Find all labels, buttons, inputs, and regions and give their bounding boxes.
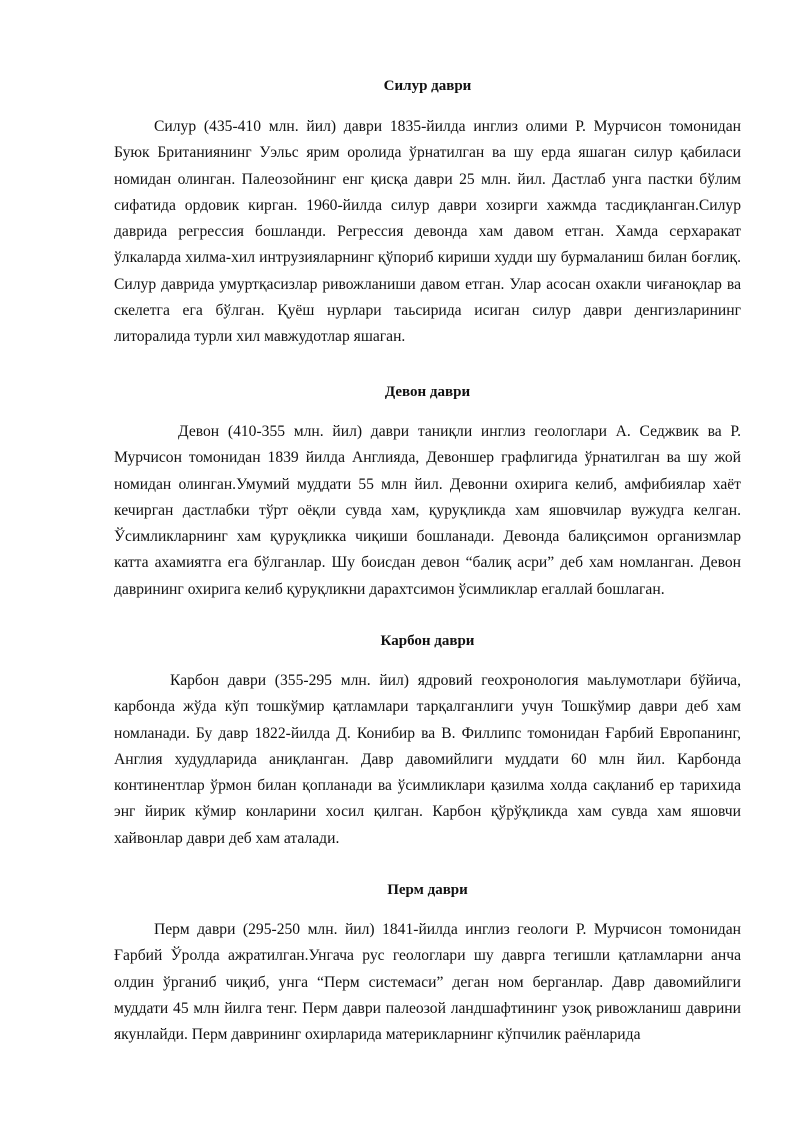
- section-title-silur: Силур даври: [383, 78, 472, 94]
- paragraph-carbon: Карбон даври (355-295 млн. йил) ядровий геохронология маьлумотлари бўйича, карбонда жўда кўп тошкўмир қатламлари тарқалганлиги учун Тошкўмир даври деб хам номланади. Бу давр 1822-йилда Д. Конибир ва В. Филлипс томонидан Ғарбий Европанинг, Англия худудларида аниқланган. Давр давомийлиги муддати 60 млн йил. Карбонда континентлар ўрмон билан қопланади ва ўсимликлари қазилма холда сақланиб ер тарихида энг йирик кўмир конларини хосил қилган. Карбон қўрўқликда хам сувда хам яшовчи хайвонлар даври деб хам аталади.: [114, 672, 741, 847]
- section-title-perm: Перм даври: [387, 882, 468, 898]
- paragraph-perm: Перм даври (295-250 млн. йил) 1841-йилда инглиз геологи Р. Мурчисон томонидан Ғарбий Ўролда ажратилган.Унгача рус геологлари шу даврга тегишли қатламларни анча олдин ўрганиб чиқиб, унга “Перм системаси” деган ном берганлар. Давр давомийлиги муддати 45 млн йилга тенг. Перм даври палеозой ландшафтининг узоқ ривожланиш даврини якунлайди. Перм даврининг охирларида материкларнинг кўпчилик раёнларида: [114, 921, 741, 1044]
- document-page: [114, 0, 741, 1131]
- paragraph-devon: Девон (410-355 млн. йил) даври таниқли инглиз геологлари А. Седжвик ва Р. Мурчисон томонидан 1839 йилда Англияда, Девоншер графлигида ўрнатилган ва шу жой номидан олинган.Умумий муддати 55 млн йил. Девонни охирига келиб, амфибиялар хаёт кечирган дастлабки тўрт оёқли сувда хам, қуруқликда хам яшовчилар вужудга келган. Ўсимликларнинг хам қуруқликка чиқиши бошланади. Девонда балиқсимон организмлар катта ахамиятга ега бўлганлар. Шу боисдан девон “балиқ асри” деб хам номланган. Девон даврининг охирига келиб қуруқликни дарахтсимон ўсимликлар егаллай бошлаган.: [114, 423, 741, 598]
- paragraph-silur: Силур (435-410 млн. йил) даври 1835-йилда инглиз олими Р. Мурчисон томонидан Буюк Британиянинг Уэльс ярим оролида ўрнатилган ва шу ерда яшаган силур қабиласи номидан олинган. Палеозойнинг енг қисқа даври 25 млн. йил. Дастлаб унга пастки бўлим сифатида ордовик кирган. 1960-йилда силур даври хозирги хажмда тасдиқланган.Силур даврида регрессия бошланди. Регрессия девонда хам давом етган. Хамда серхаракат ўлкаларда хилма-хил интрузияларнинг қўпориб кириши худди шу бурмаланиш билан боғлиқ. Силур даврида умуртқасизлар ривожланиши давом етган. Улар асосан охакли чиғаноқлар ва скелетга ега бўлган. Қуёш нурлари таьсирида исиган силур даври денгизларининг литоралида турли хил мавжудотлар яшаган.: [114, 118, 741, 346]
- section-title-devon: Девон даври: [384, 384, 471, 400]
- section-title-carbon: Карбон даври: [380, 633, 475, 649]
